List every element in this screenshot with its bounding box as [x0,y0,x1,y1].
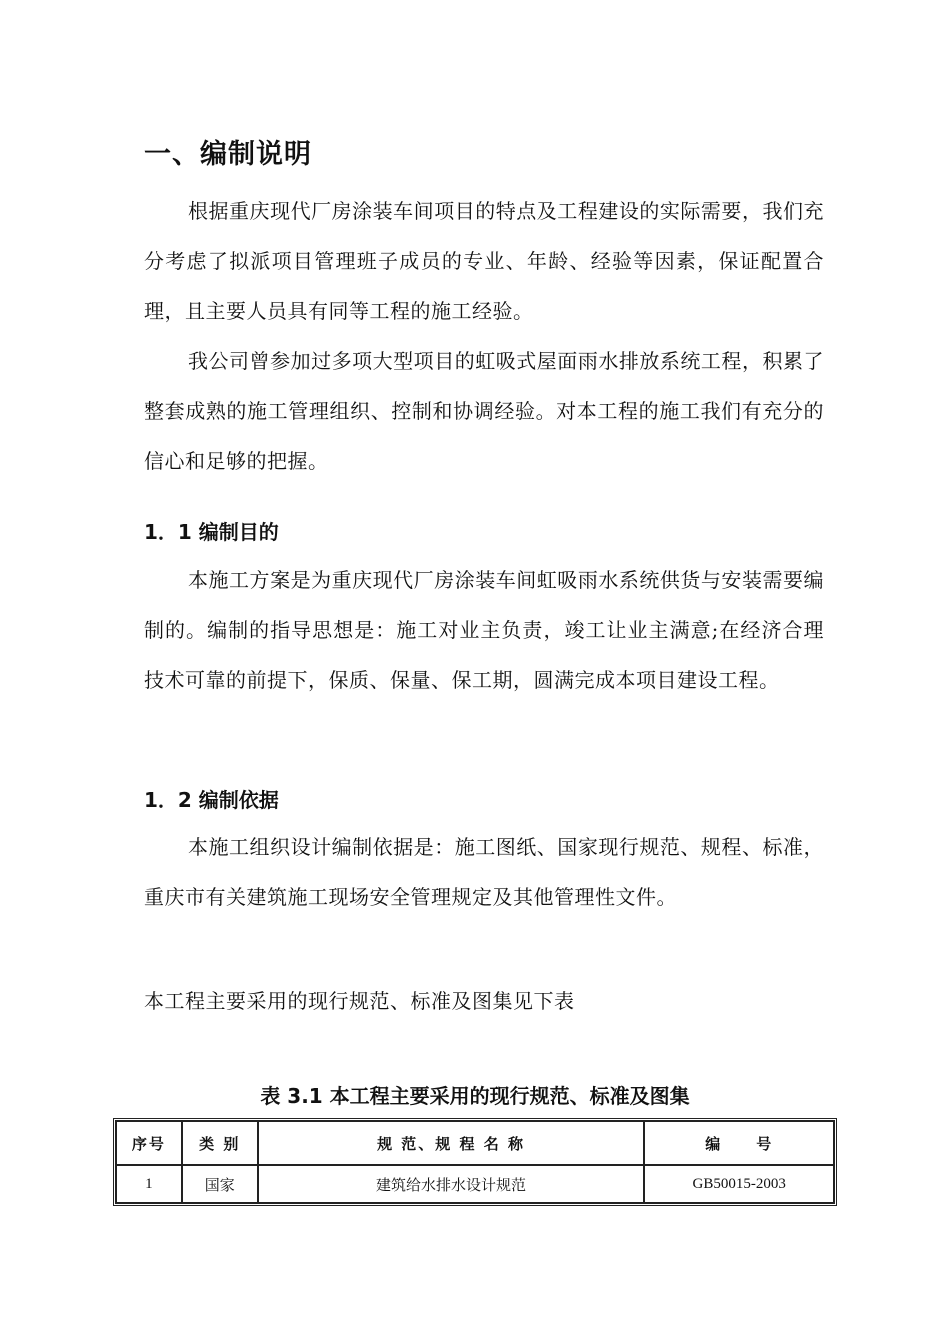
cell-code: GB50015-2003 [644,1165,834,1203]
cell-category: 国家 [182,1165,258,1203]
intro-paragraph-1: 根据重庆现代厂房涂装车间项目的特点及工程建设的实际需要，我们充分考虑了拟派项目管理班子成员的专业、年龄、经验等因素，保证配置合理，且主要人员具有同等工程的施工经验。 [144,199,824,323]
cell-index: 1 [116,1165,182,1203]
basis-paragraph: 本施工组织设计编制依据是：施工图纸、国家现行规范、规程、标准，重庆市有关建筑施工现场安全管理规定及其他管理性文件。 [144,835,824,909]
standards-table [113,1118,837,1206]
section-heading: 一、编制说明 [144,139,312,170]
header-cell-index: 序号 [116,1121,182,1165]
header-cell-category: 类 别 [182,1121,258,1165]
purpose-paragraph: 本施工方案是为重庆现代厂房涂装车间虹吸雨水系统供货与安装需要编制的。编制的指导思想是：施工对业主负责，竣工让业主满意;在经济合理技术可靠的前提下，保质、保量、保工期，圆满完成本项目建设工程。 [144,568,824,692]
subsection-title-purpose: 1．1 编制目的 [144,520,279,544]
table-caption: 表 3.1 本工程主要采用的现行规范、标准及图集 [260,1084,690,1108]
table-header-row [116,1121,834,1165]
intro-paragraph-2: 我公司曾参加过多项大型项目的虹吸式屋面雨水排放系统工程，积累了整套成熟的施工管理组织、控制和协调经验。对本工程的施工我们有充分的信心和足够的把握。 [144,349,824,473]
cell-name: 建筑给水排水设计规范 [258,1165,645,1203]
header-cell-name: 规 范、规 程 名 称 [258,1121,645,1165]
subsection-title-basis: 1．2 编制依据 [144,788,279,812]
table-row [116,1165,834,1203]
table-intro-text: 本工程主要采用的现行规范、标准及图集见下表 [144,989,575,1013]
header-cell-code: 编 号 [644,1121,834,1165]
